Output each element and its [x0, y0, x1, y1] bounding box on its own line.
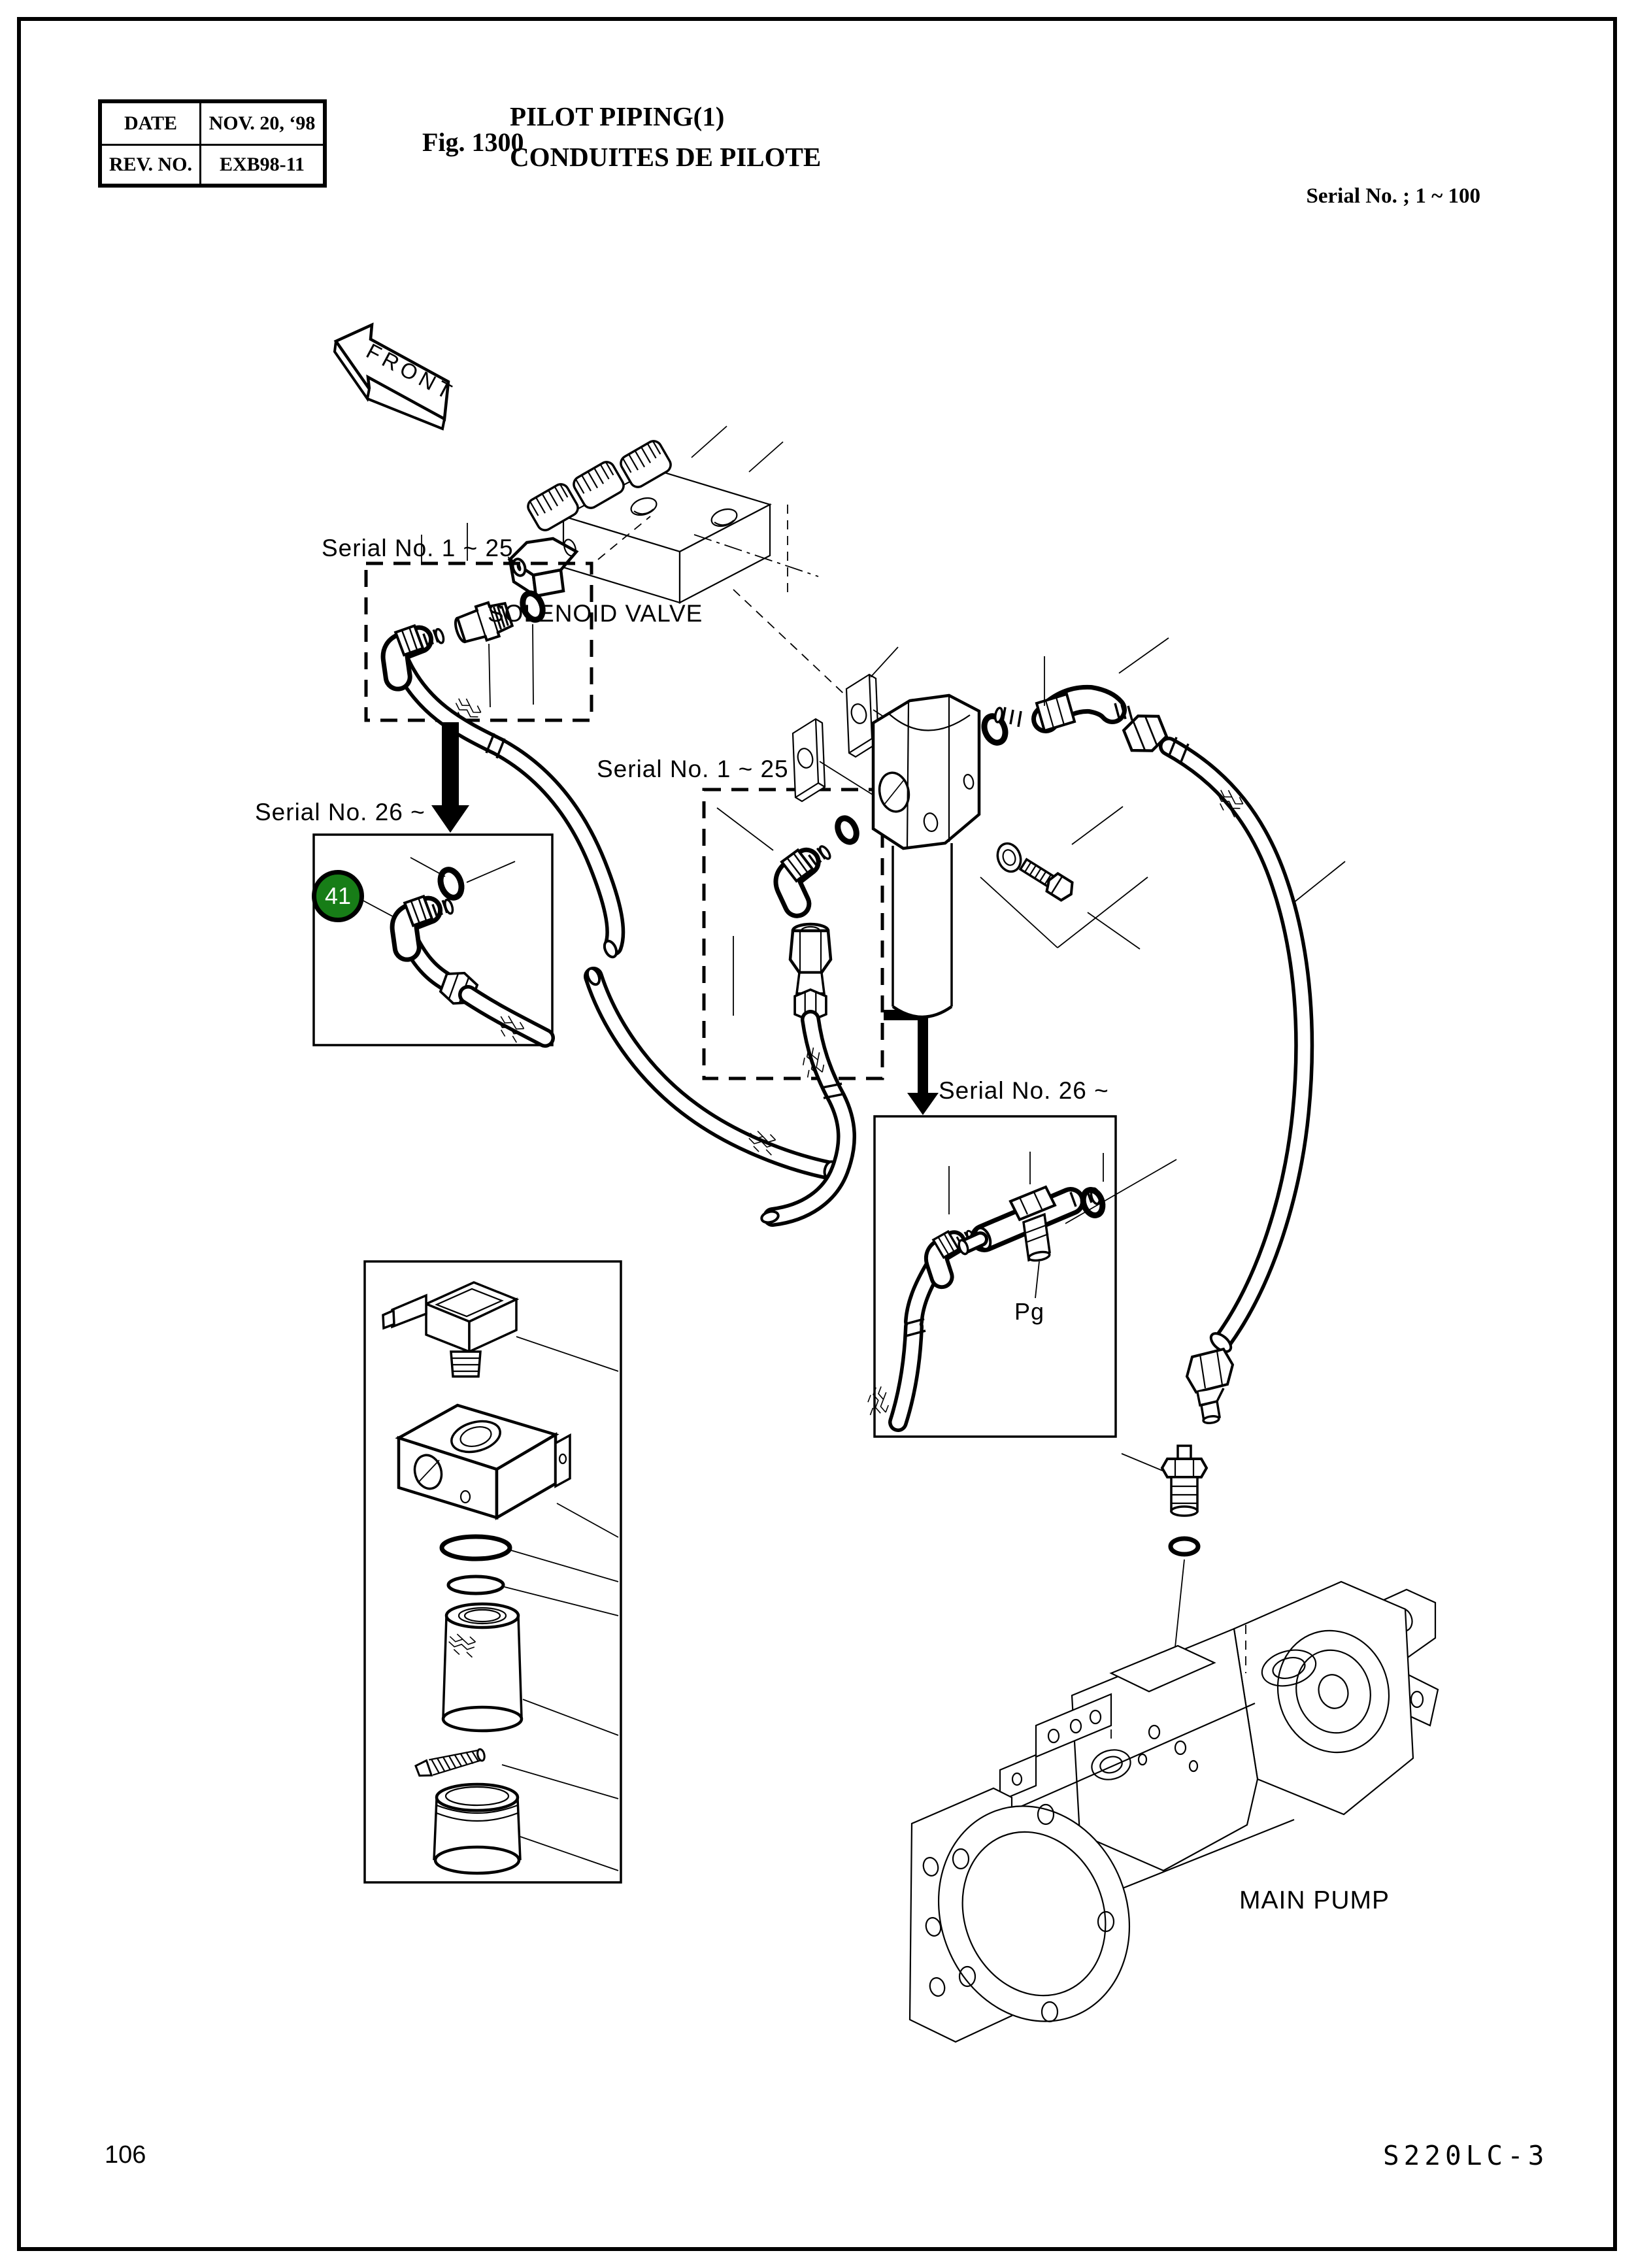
serial-number-range: Serial No. ; 1 ~ 100	[1306, 184, 1480, 208]
rev-no-value: EXB98-11	[219, 153, 305, 175]
serial-26-left-label: Serial No. 26 ~	[255, 799, 425, 825]
solenoid-valve-label: SOLENOID VALVE	[488, 600, 703, 627]
model-code: S220LC-3	[1383, 2140, 1549, 2171]
serial-1-25-mid-label: Serial No. 1 ~ 25	[597, 756, 789, 782]
solenoid-valve-exploded	[383, 1282, 618, 1873]
pilot-filter-assembly	[793, 638, 1169, 1017]
pump-port-fitting	[1122, 1446, 1207, 1647]
front-direction-label: FRONT	[362, 339, 460, 406]
serial-1-25-top-label: Serial No. 1 ~ 25	[322, 535, 514, 561]
date-label: DATE	[102, 103, 201, 144]
new-elbow-fitting-group	[361, 858, 545, 1042]
pg-port-label: Pg	[1014, 1298, 1045, 1325]
main-pump-drawing	[907, 1582, 1438, 2050]
elbow-arrow-icon	[884, 1010, 939, 1115]
pump-pilot-hose	[1121, 709, 1345, 1424]
figure-number: Fig. 1300	[422, 127, 524, 157]
page-number: 106	[105, 2141, 146, 2169]
page-title-fr: CONDUITES DE PILOTE	[510, 142, 822, 172]
tee-fitting-group	[865, 1152, 1176, 1422]
date-value: NOV. 20, ‘98	[208, 112, 316, 134]
rev-no-label: REV. NO.	[102, 146, 201, 184]
page-title-en: PILOT PIPING(1)	[510, 101, 725, 131]
serial-26-mid-label: Serial No. 26 ~	[939, 1077, 1109, 1104]
part-number-balloon: 41	[312, 870, 364, 922]
main-pump-label: MAIN PUMP	[1239, 1886, 1390, 1914]
